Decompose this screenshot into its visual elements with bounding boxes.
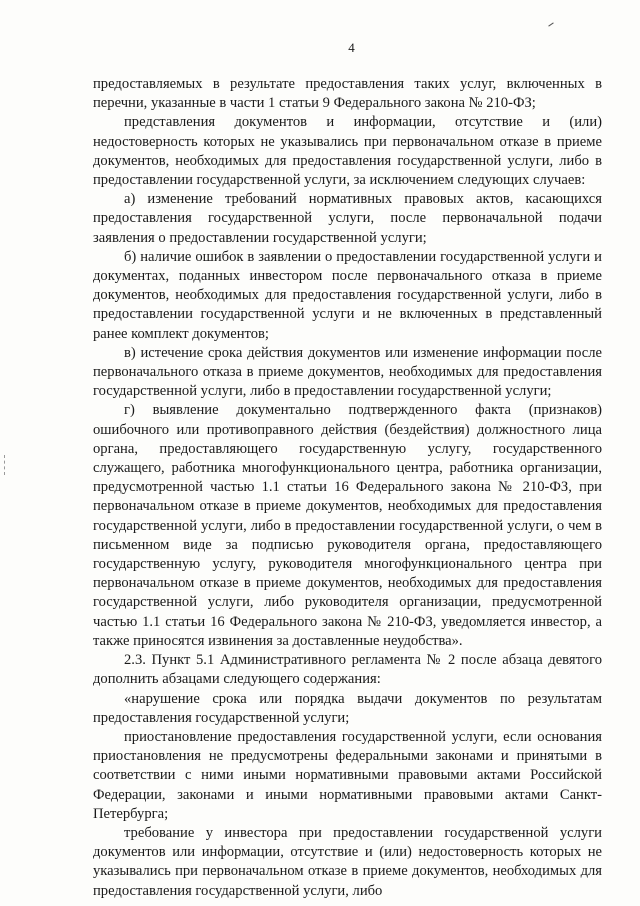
paragraph-9: приостановление предоставления государственной услуги, если основания приостановления не предусмотрены федеральными законами и принятыми в соответствии с ними иными нормативными правовыми актами Российской Федерации, законами и иными нормативными правовыми актами Санкт-Петербурга; bbox=[93, 728, 602, 822]
paragraph-1: предоставляемых в результате предоставления таких услуг, включенных в перечни, указанные в части 1 статьи 9 Федерального закона № 210-ФЗ; bbox=[93, 76, 602, 112]
document-body bbox=[93, 75, 602, 901]
paragraph-8: «нарушение срока или порядка выдачи документов по результатам предоставления государственной услуги; bbox=[93, 690, 602, 726]
paragraph-3: а) изменение требований нормативных правовых актов, касающихся предоставления государственной услуги, после первоначальной подачи заявления о предоставлении государственной услуги; bbox=[93, 191, 602, 246]
paragraph-5: в) истечение срока действия документов или изменение информации после первоначального отказа в приеме документов, необходимых для предоставления государственной услуги, либо в предоставлении государственной услуги; bbox=[93, 344, 602, 400]
paragraph-4: б) наличие ошибок в заявлении о предоставлении государственной услуги и документах, поданных инвестором после первоначального отказа в приеме документов, необходимых для предоставления государственной услуги, либо в предоставлении государственной услуги и не включенных в представленный ранее комплект документов; bbox=[93, 248, 602, 342]
page-number: 4 bbox=[348, 40, 355, 55]
paragraph-6: г) выявление документально подтвержденного факта (признаков) ошибочного или противоправного действия (бездействия) должностного лица органа, предоставляющего государственную услугу, государственного служащего, работника многофункционального центра, работника организации, предусмотренной частью 1.1 статьи 16 Федерального закона № 210-ФЗ, при первоначальном отказе в приеме документов, необходимых для предоставления государственной услуги, либо в предоставлении государственной услуги, о чем в письменном виде за подписью руководителя органа, предоставляющего государственную услугу, руководителя многофункционального центра при первоначальном отказе в приеме документов, необходимых для предоставления государственной услуги, либо руководителя организации, предусмотренной частью 1.1 статьи 16 Федерального закона № 210-ФЗ, уведомляется инвестор, а также приносятся извинения за доставленные неудобства». bbox=[93, 402, 602, 649]
scan-mark bbox=[548, 22, 553, 26]
paragraph-10: требование у инвестора при предоставлении государственной услуги документов или информации, отсутствие и (или) недостоверность которых не указывались при первоначальном отказе в приеме документов, необходимых для предоставления государственной услуги, либо bbox=[93, 824, 602, 899]
paragraph-2: представления документов и информации, отсутствие и (или) недостоверность которых не указывались при первоначальном отказе в приеме документов, необходимых для предоставления государственной услуги, либо в предоставлении государственной услуги, за исключением следующих случаев: bbox=[93, 114, 602, 189]
scan-edge-mark bbox=[4, 455, 7, 475]
paragraph-7: 2.3. Пункт 5.1 Административного регламента № 2 после абзаца девятого дополнить абзацами следующего содержания: bbox=[93, 652, 602, 688]
